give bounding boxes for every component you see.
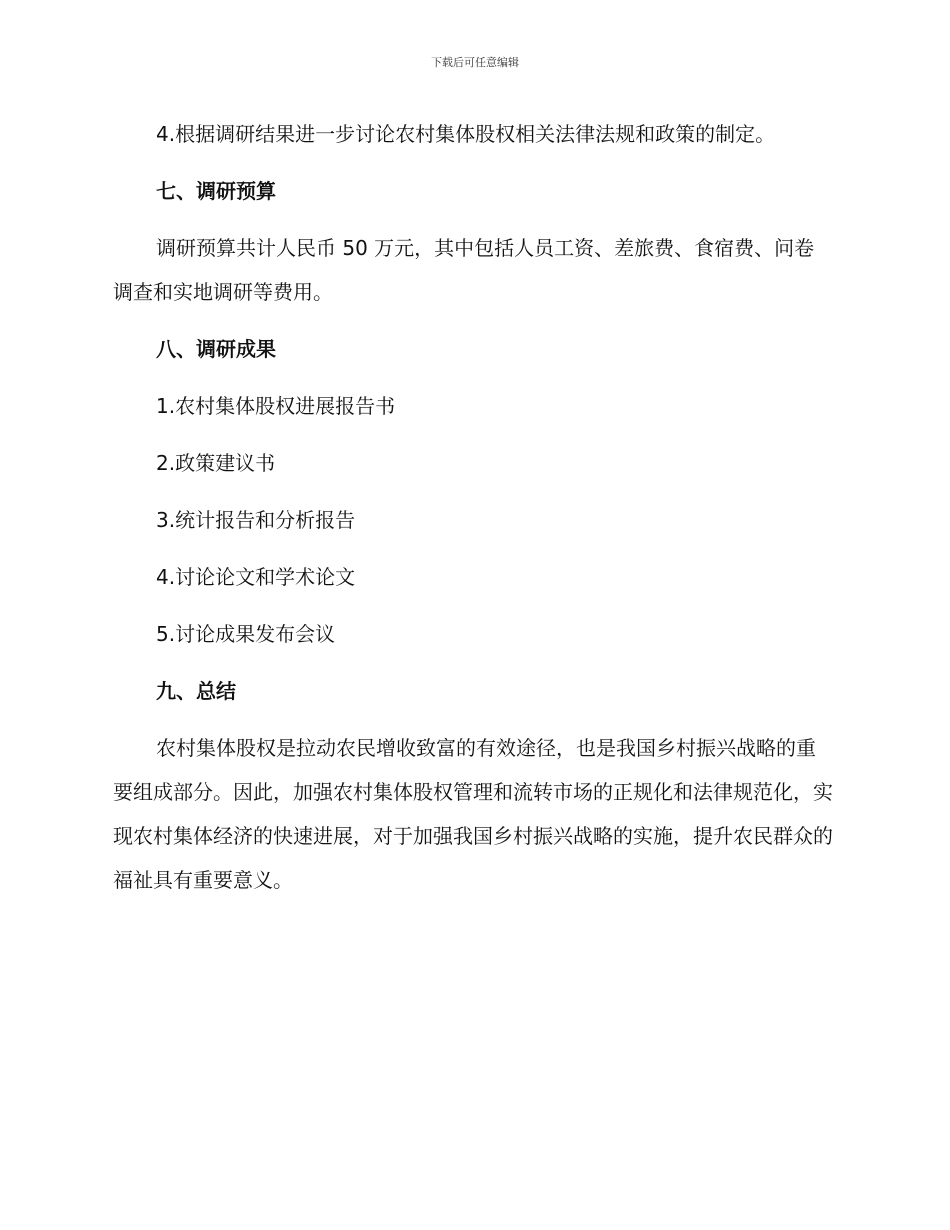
list-item: 1.农村集体股权进展报告书 <box>156 394 396 418</box>
section-heading-summary: 九、总结 <box>156 679 236 703</box>
list-item: 4.讨论论文和学术论文 <box>156 565 356 589</box>
list-item: 3.统计报告和分析报告 <box>156 508 356 532</box>
list-item: 2.政策建议书 <box>156 451 276 475</box>
list-item-lead: 4.根据调研结果进一步讨论农村集体股权相关法律法规和政策的制定。 <box>156 122 776 146</box>
section-heading-results: 八、调研成果 <box>156 337 276 361</box>
running-header: 下载后可任意编辑 <box>431 56 519 69</box>
document-body <box>113 112 833 902</box>
summary-paragraph: 农村集体股权是拉动农民增收致富的有效途径，也是我国乡村振兴战略的重要组成部分。因此，加强农村集体股权管理和流转市场的正规化和法律规范化，实现农村集体经济的快速进展，对于加强我国乡村振兴战略的实施，提升农民群众的福祉具有重要意义。 <box>113 736 833 892</box>
budget-paragraph: 调研预算共计人民币 50 万元，其中包括人员工资、差旅费、食宿费、问卷调查和实地调研等费用。 <box>113 236 815 304</box>
section-heading-budget: 七、调研预算 <box>156 179 276 203</box>
list-item: 5.讨论成果发布会议 <box>156 622 336 646</box>
